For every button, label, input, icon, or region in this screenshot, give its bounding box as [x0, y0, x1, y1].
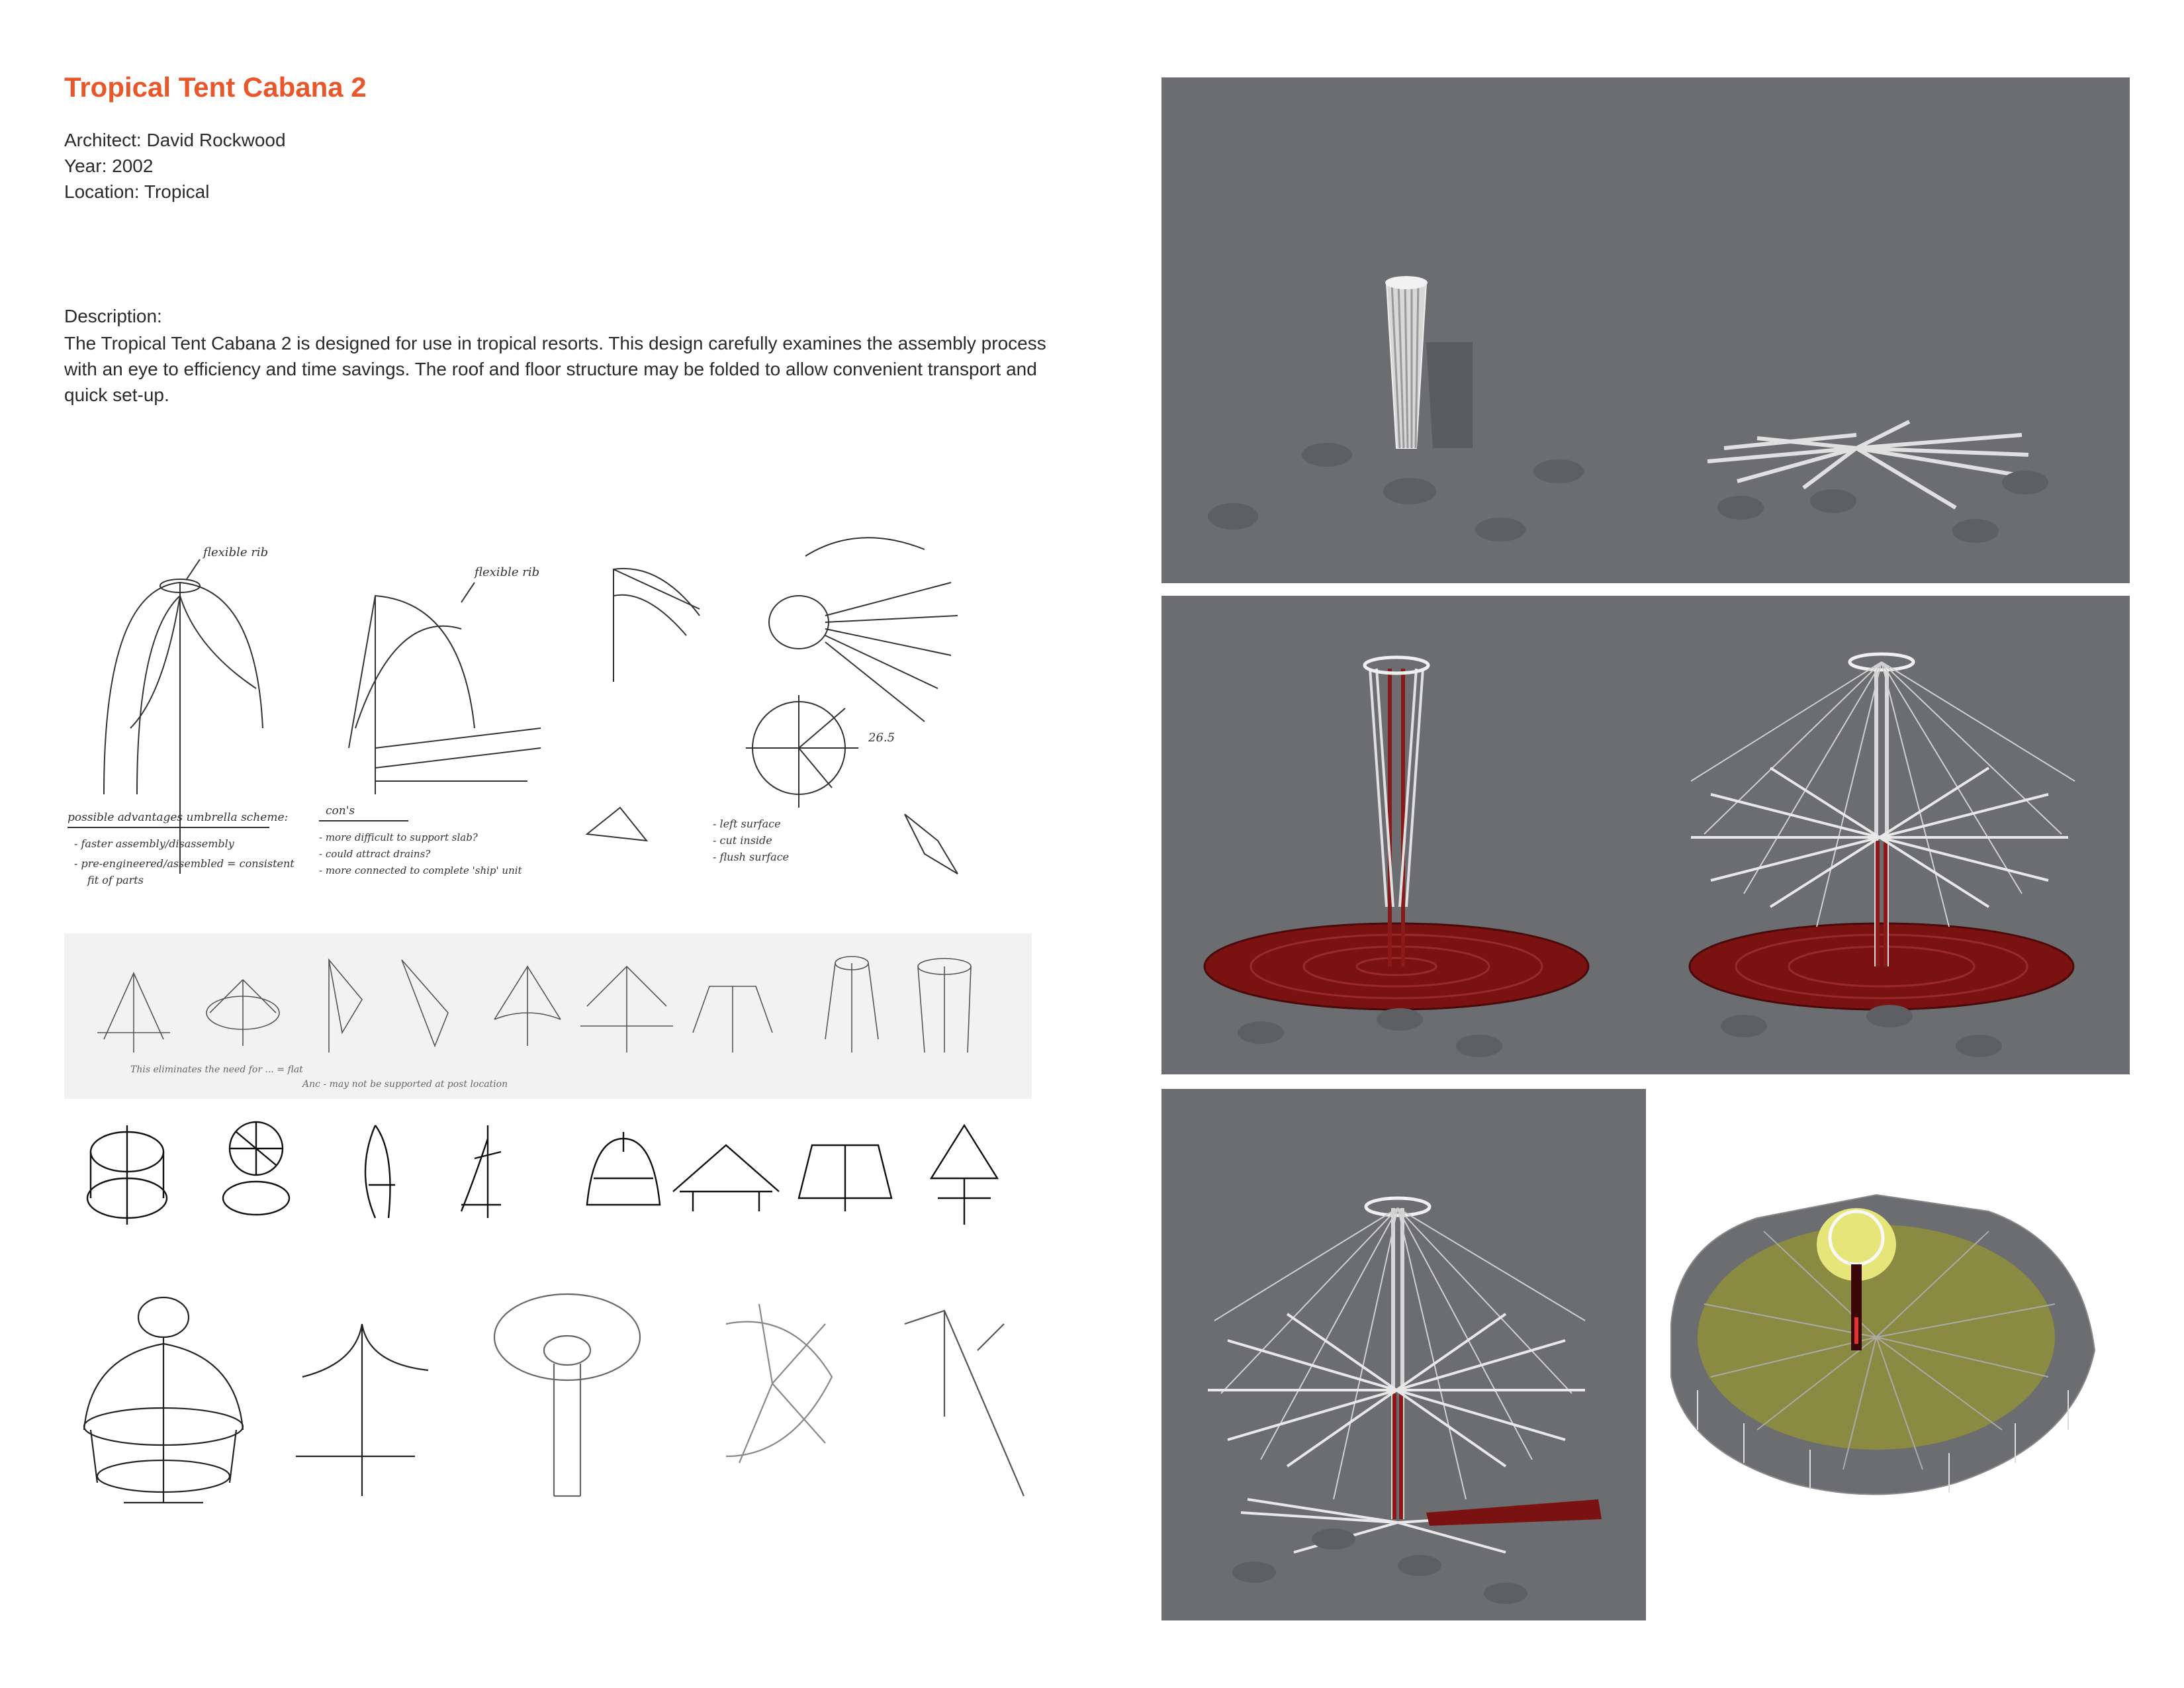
- tent-sketch-6: [580, 966, 673, 1053]
- year-line: Year: 2002: [64, 156, 154, 176]
- project-meta: [64, 127, 286, 205]
- frame-sketch-5: [587, 1132, 660, 1205]
- svg-text:fit of parts: fit of parts: [87, 874, 144, 886]
- frame-sketch-7: [799, 1145, 891, 1211]
- render-canopy-top: [1658, 1192, 2108, 1523]
- sketch-row-3: [64, 1112, 1037, 1238]
- svg-text:- pre-engineered/assembled = c: - pre-engineered/assembled = consistent: [74, 857, 295, 870]
- tent-sketch-9: [918, 959, 971, 1053]
- tent-sketch-1: [97, 973, 170, 1053]
- svg-text:26.5: 26.5: [868, 731, 895, 745]
- tent-sketch-4: [402, 960, 448, 1046]
- tent-sketch-2: [206, 980, 279, 1046]
- tent-sketch-5: [494, 966, 561, 1046]
- frame-sketch-6: [673, 1145, 779, 1211]
- description-text: The Tropical Tent Cabana 2 is designed for use in tropical resorts. This design carefully examines the assembly process with an eye to efficiency and time savings. The roof and floor structure may be folded to allow convenient transport and quick set-up.: [64, 333, 1046, 405]
- frame-sketch-3: [365, 1125, 395, 1218]
- svg-text:flexible rib: flexible rib: [475, 565, 540, 579]
- render-floor-deployed: [1161, 596, 2130, 1074]
- svg-text:flexible rib: flexible rib: [203, 545, 269, 559]
- render-folded: [1161, 77, 2130, 583]
- notes-sketch: [68, 804, 958, 886]
- svg-text:- faster assembly/disassembly: - faster assembly/disassembly: [74, 837, 234, 850]
- location-line: Location: Tropical: [64, 181, 210, 202]
- page-title: Tropical Tent Cabana 2: [64, 71, 367, 103]
- sketch-row-1: [64, 530, 1037, 900]
- tent-sketch-7: [693, 986, 772, 1053]
- architect-line: Architect: David Rockwood: [64, 130, 286, 150]
- detail-sketch-2: [296, 1324, 428, 1496]
- umbrella-sketch-2: [349, 565, 541, 794]
- svg-text:- cut inside: - cut inside: [713, 834, 772, 847]
- tent-sketch-3: [329, 960, 362, 1053]
- detail-sketch-3: [494, 1294, 640, 1496]
- hub-sketch: [746, 538, 958, 808]
- svg-text:- left surface: - left surface: [713, 818, 781, 830]
- umbrella-sketch-3: [614, 569, 700, 682]
- description-label: Description:: [64, 306, 162, 326]
- svg-text:- could attract drains?: - could attract drains?: [319, 848, 431, 860]
- frame-sketch-4: [461, 1125, 501, 1218]
- svg-text:- flush surface: - flush surface: [713, 851, 790, 863]
- detail-sketch-5: [905, 1311, 1024, 1496]
- svg-text:- more connected to complete ': - more connected to complete 'ship' unit: [319, 865, 522, 876]
- frame-sketch-2: [223, 1122, 289, 1215]
- frame-sketch-1: [87, 1125, 167, 1225]
- svg-text:This eliminates the need for .: This eliminates the need for ... = flat: [130, 1064, 303, 1075]
- umbrella-sketch-1: [104, 545, 268, 874]
- tent-sketch-8: [825, 957, 878, 1053]
- detail-sketch-4: [726, 1304, 832, 1463]
- render-ribs-deployed: [1161, 1089, 1646, 1620]
- frame-sketch-8: [931, 1125, 997, 1225]
- sketch-row-4: [64, 1284, 1037, 1523]
- svg-text:Anc - may not be supported at: Anc - may not be supported at post location: [302, 1079, 508, 1090]
- svg-text:possible advantages umbrella s: possible advantages umbrella scheme:: [68, 811, 289, 824]
- detail-sketch-1: [84, 1297, 243, 1503]
- svg-text:con's: con's: [326, 804, 355, 818]
- sketch-row-2: [64, 933, 1032, 1099]
- svg-text:- more difficult to support sl: - more difficult to support slab?: [319, 831, 478, 843]
